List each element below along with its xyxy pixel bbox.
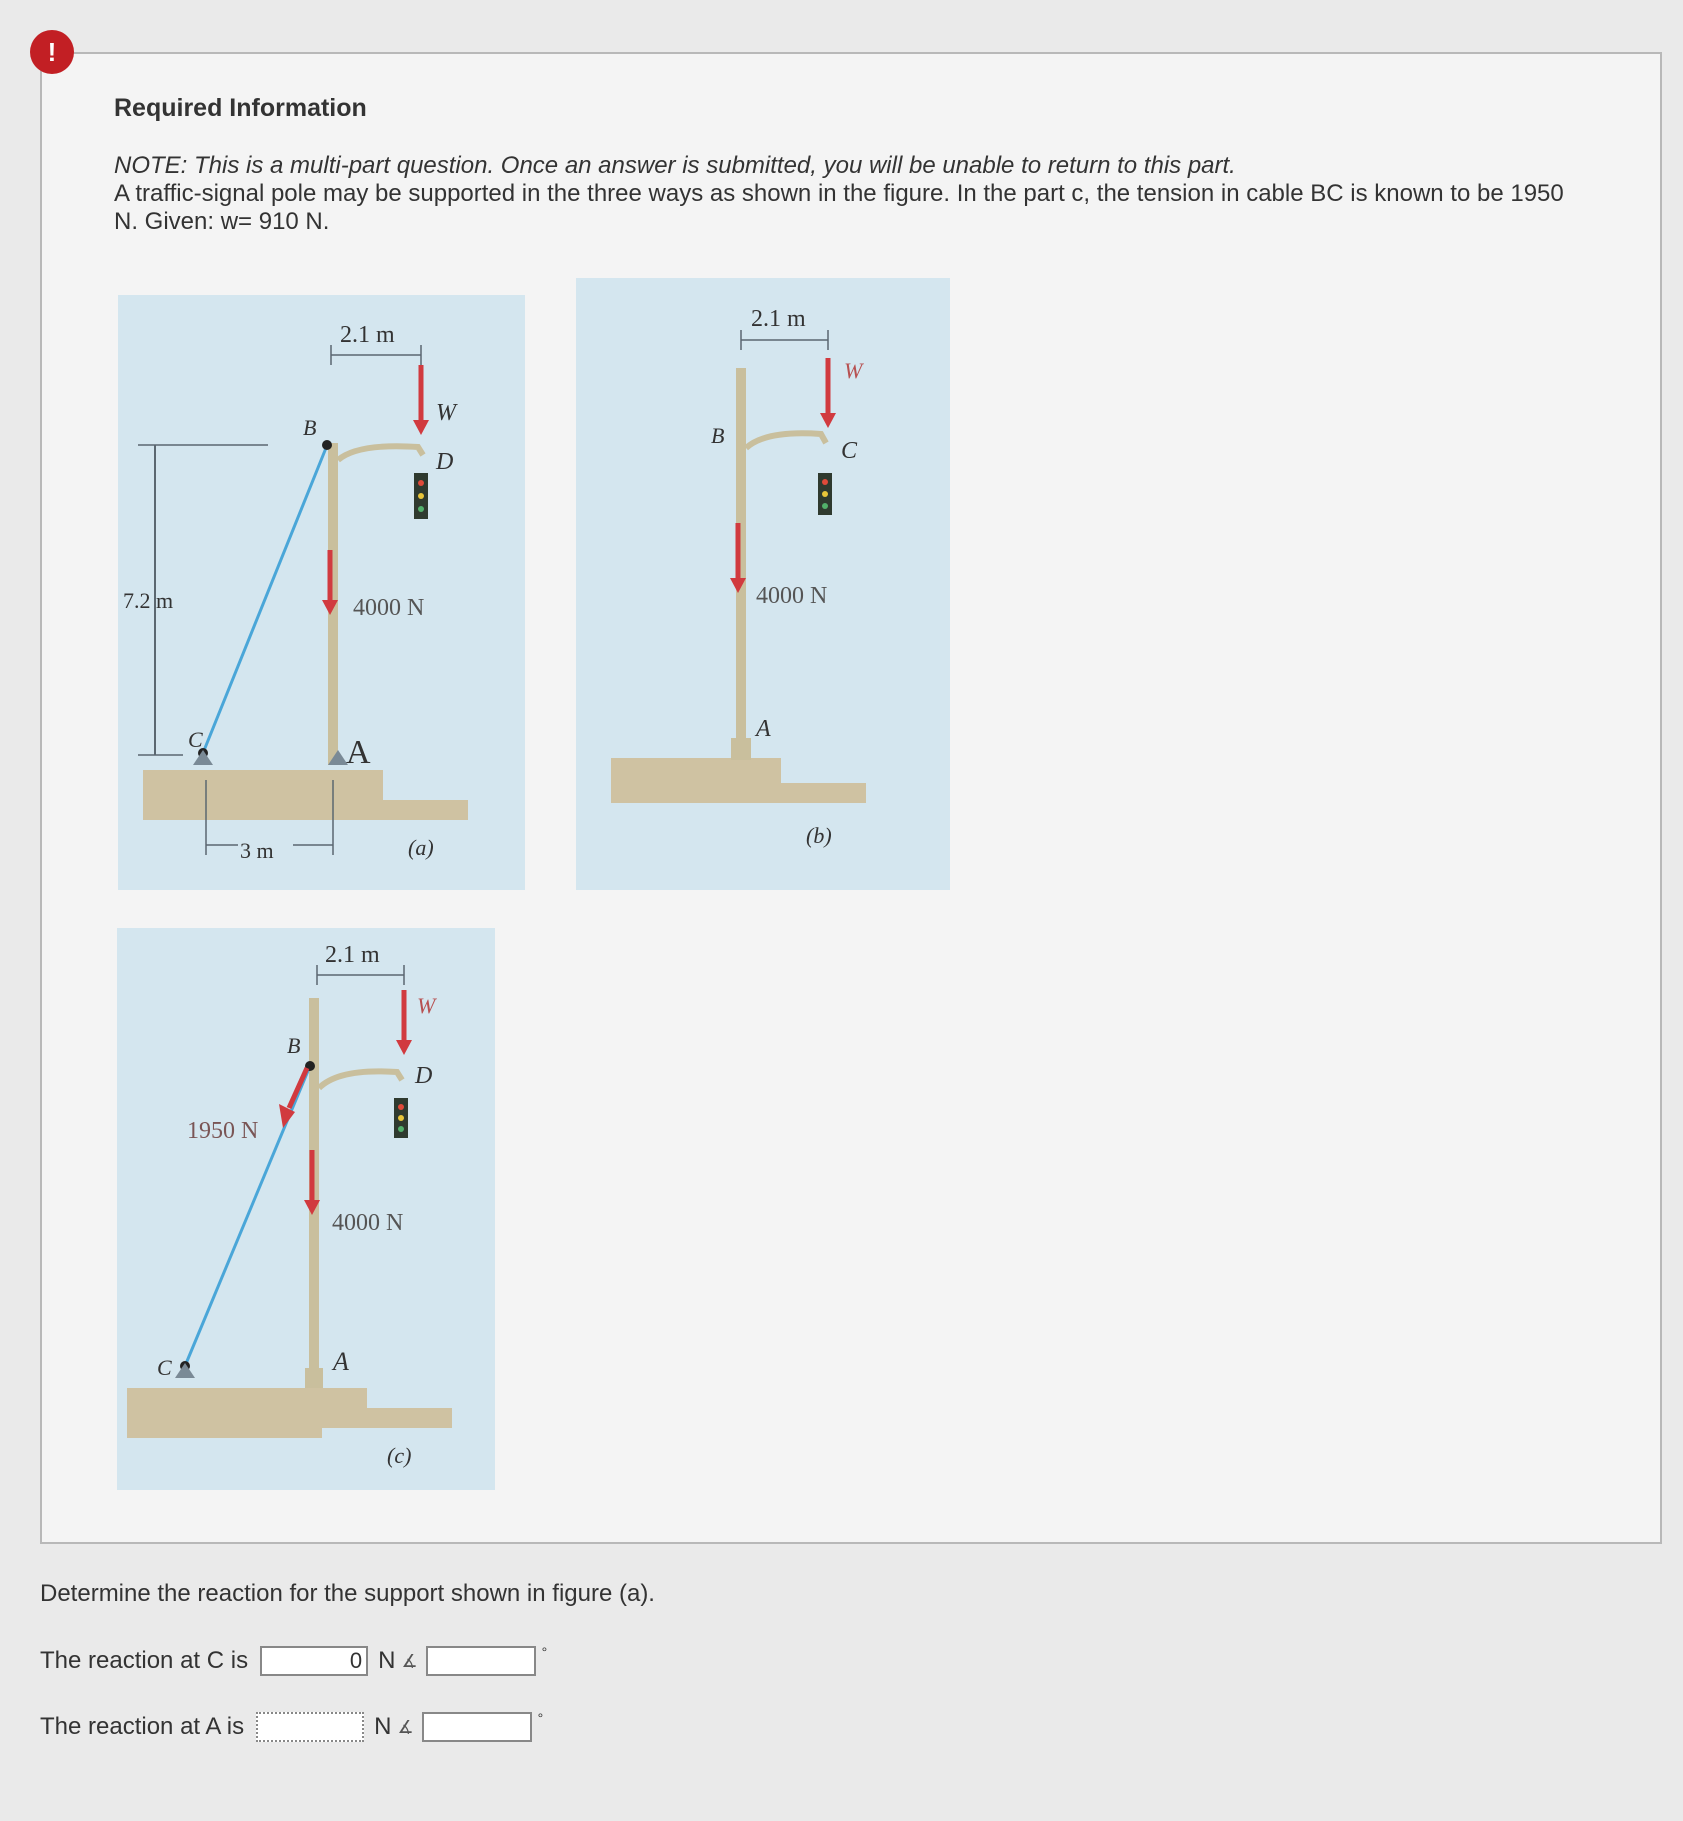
- label-w: W: [436, 400, 456, 426]
- reaction-a-label: The reaction at A is: [40, 1713, 245, 1740]
- angle-icon: ∡: [397, 1716, 414, 1737]
- info-title: Required Information: [114, 94, 367, 122]
- alert-exclamation-icon: !: [30, 30, 74, 74]
- ground-right: [328, 770, 468, 820]
- degree-symbol: °: [541, 1644, 548, 1660]
- pole-arm: [319, 1071, 402, 1088]
- problem-text: A traffic-signal pole may be supported in the three ways as shown in the figure. In the part c, the tension in cable BC is known to be 1950 N. Given: w= 910 N.: [114, 180, 1564, 235]
- w-arrow: [413, 420, 429, 435]
- tension-label: 1950 N: [187, 1118, 259, 1144]
- figure-a: [118, 295, 525, 890]
- support-c-icon: [193, 750, 213, 765]
- caption: (b): [806, 823, 832, 848]
- label-w: W: [844, 358, 863, 383]
- dim-top-label: 2.1 m: [751, 306, 806, 332]
- label-c: C: [841, 438, 858, 464]
- reaction-a-magnitude-input[interactable]: [256, 1712, 364, 1742]
- label-a: A: [333, 1347, 349, 1376]
- degree-symbol: °: [537, 1710, 544, 1726]
- figure-b: [576, 278, 950, 890]
- w-arrow: [396, 1040, 412, 1055]
- reaction-c-row: [40, 1644, 547, 1678]
- cable-bc: [203, 443, 328, 753]
- angle-icon: ∡: [401, 1650, 418, 1671]
- reaction-a-unit: N: [374, 1713, 392, 1740]
- dim-top-label: 2.1 m: [340, 322, 395, 348]
- dim-top-label: 2.1 m: [325, 942, 380, 968]
- label-b: B: [287, 1033, 301, 1058]
- load-label: 4000 N: [756, 583, 828, 609]
- ground-right: [322, 1388, 452, 1428]
- caption: (a): [408, 835, 434, 860]
- point-b: [322, 440, 332, 450]
- pole-base: [305, 1368, 323, 1388]
- ground-left: [143, 770, 328, 820]
- info-text: [114, 152, 1574, 236]
- load-label: 4000 N: [353, 595, 425, 621]
- pole-arm: [746, 433, 826, 448]
- label-w: W: [417, 993, 436, 1018]
- load-label: 4000 N: [332, 1210, 404, 1236]
- label-b: B: [303, 415, 317, 440]
- label-b: B: [711, 423, 725, 448]
- pole-arm: [338, 446, 423, 460]
- reaction-c-label: The reaction at C is: [40, 1647, 249, 1674]
- dim-base-label: 3 m: [240, 838, 274, 863]
- label-a: A: [346, 734, 371, 771]
- caption: (c): [387, 1443, 412, 1468]
- label-c: C: [188, 727, 203, 752]
- note-text: NOTE: This is a multi-part question. Once an answer is submitted, you will be unable to return to this part.: [114, 152, 1236, 179]
- ground-left: [611, 758, 751, 803]
- dim-height-label: 7.2 m: [123, 588, 174, 613]
- ground-right: [751, 758, 866, 803]
- support-c-icon: [175, 1363, 195, 1378]
- label-d: D: [415, 1063, 433, 1089]
- reaction-c-magnitude-input[interactable]: 0: [260, 1646, 368, 1676]
- figure-c: [117, 928, 495, 1490]
- ground-left: [127, 1388, 322, 1438]
- label-c: C: [157, 1355, 172, 1380]
- reaction-c-unit: N: [378, 1647, 396, 1674]
- label-d: D: [436, 449, 454, 475]
- reaction-c-angle-input[interactable]: [426, 1646, 536, 1676]
- reaction-a-angle-input[interactable]: [422, 1712, 532, 1742]
- w-arrow: [820, 413, 836, 428]
- reaction-a-row: [40, 1710, 543, 1744]
- pole-base: [731, 738, 751, 760]
- question-prompt: Determine the reaction for the support shown in figure (a).: [40, 1580, 655, 1607]
- label-a: A: [756, 716, 771, 742]
